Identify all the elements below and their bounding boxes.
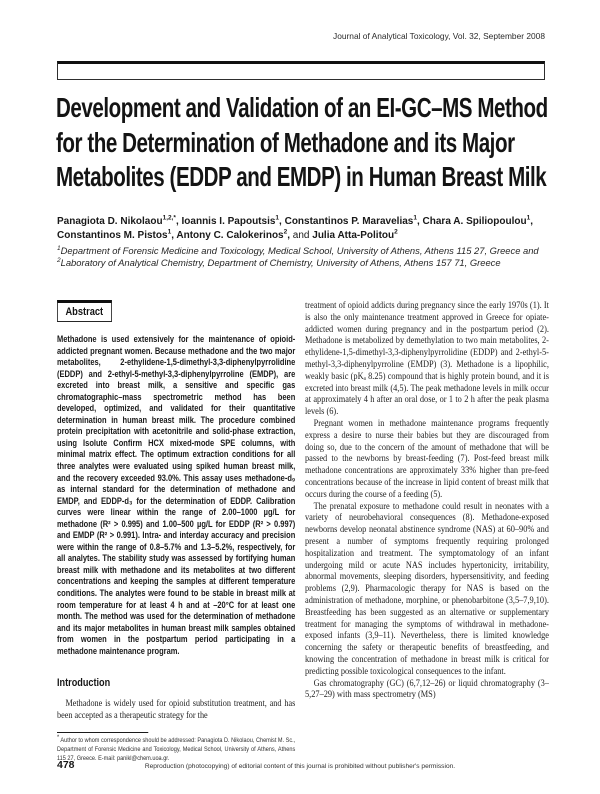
affiliation-line: $^2$Laboratory of Analytical Chemistry, Department of Chemistry, University of Athens, Athens 157 71, Greece [57, 256, 501, 268]
author-line: Constantinos M. Pistos$^1$, Antony C. Calokerinos$^2$, and Julia Atta-Politou$^2$ [57, 228, 398, 241]
authors-block [57, 215, 533, 242]
author-line: Panagiota D. Nikolaou$^{1,2,*}$, Ioannis I. Papoutsis$^1$, Constantinos P. Maravelias$^1$, Chara A. Spiliopoulou$^1$, [57, 214, 534, 227]
affiliation-line: $^1$Department of Forensic Medicine and Toxicology, Medical School, University of Athens, Athens 115 27, Greece and [57, 244, 539, 256]
abstract-text: Methadone is used extensively for the maintenance of opioid-addicted pregnant women. Because methadone and the two major metabolites, 2-ethylidene-1,5-dimethyl-3,3-diphenylpyrrolidine (EDDP) and 2-ethyl-5-methyl-3,3-diphenylpyrroline (EMDP), are excreted into breast milk, a sensitive and specific gas chromatographic–mass spectrometric method has been developed, optimized, and validated for their quantitative determination in human breast milk. The procedure combined protein precipitation with acetonitrile and solid-phase extraction, using Isolute Confirm HCX mixed-mode SPE columns, with minimal matrix effect. The optimum extraction conditions for all three analytes were evaluated using spiked human breast milk, and the recovery exceeded 93.0%. This assay uses methadone-d₉ as internal standard for the determination of methadone and EMDP, and EDDP-d₃ for the determination of EDDP. Calibration curves were linear within the range of 2.00–1000 µg/L for methadone (R² > 0.995) and 1.00–500 µg/L for EDDP (R² > 0.997) and EMDP (R² > 0.991). Intra- and interday accuracy and precision were within the range of 0.8–5.7% and 1.3–5.2%, respectively, for all analytes. The stability study was assessed by fortifying human breast milk with methadone and its metabolites at two different concentrations and keeping the samples at different temperature conditions. The analytes were found to be stable in breast milk at room temperature for at least 4 h and at –20°C for at least one month. The method was used for the determination of methadone and its major metabolites in human breast milk samples obtained from women in the postpartum period participating in a methadone maintenance program. [57, 334, 296, 656]
affiliations-block [57, 245, 539, 269]
body-paragraph: The prenatal exposure to methadone could result in neonates with a variety of neurobehavioral consequences (8). Methadone-exposed newborns develop neonatal abstinence syndrome (NAS) at 60–90% and present a number of symptoms frequently requiring prolonged hospitalization and treatment. The symptomatology of an infant undergoing mild or acute NAS includes hypertonicity, irritability, abnormal movements, sleeping disorders, hypersensitivity, and feeding problems (2,9). Pharmacologic therapy for NAS is based on the administration of methadone, morphine, or phenobarbitone (3,5–7,9,10). Breastfeeding has been suggested as an alternative or supplementary treatment for managing the symptoms of withdrawal in methadone-exposed infants (3,9–11). Nevertheless, there is limited knowledge concerning the safety or therapeutic benefits of breastfeeding, and knowing the concentration of methadone in breast milk is critical for predicting possible toxicological consequences to the infant. [305, 500, 549, 677]
body-paragraph: Gas chromatography (GC) (6,7,12–26) or liquid chromatography (3–5,27–29) with mass spectrometry (MS) [305, 677, 549, 701]
article-title [56, 91, 548, 195]
title-line: Metabolites (EDDP and EMDP) in Human Breast Milk [56, 161, 547, 192]
title-line: for the Determination of Methadone and its Major [56, 126, 515, 158]
page-number: 478 [57, 759, 75, 771]
journal-header-line: Journal of Analytical Toxicology, Vol. 32, September 2008 [333, 31, 545, 41]
header-bar [57, 61, 545, 80]
copyright-notice: Reproduction (photocopying) of editorial content of this journal is prohibited without publisher's permission. [144, 763, 456, 770]
left-column [57, 300, 295, 763]
abstract-heading: Abstract [65, 306, 104, 318]
footnote-text: * Author to whom correspondence should be addressed: Panagiota D. Nikolaou, Chemist M. Sc., Department of Forensic Medicine and Toxicology, Medical School, University of Athens, Athens 115 27, Greece. E-mail: panikl@chem.uoa.gr. [57, 733, 296, 762]
abstract-heading-box [57, 300, 112, 322]
title-line: Development and Validation of an EI-GC–MS Method [56, 92, 548, 123]
introduction-paragraph: Methadone is widely used for opioid substitution treatment, and has been accepted as a therapeutic strategy for the [57, 698, 296, 722]
introduction-heading: Introduction [57, 677, 111, 690]
body-paragraph: Pregnant women in methadone maintenance programs frequently express a desire to nurse their babies but they are discouraged from doing so, due to the concern of the amount of methadone that will be passed to the newborns by breast-feeding (7). Post-feed breast milk methadone concentrations are approximately 33% higher than pre-feed concentrations because of the increase in lipid content of breast milk that occurs during the course of a feeding (5). [305, 417, 549, 500]
footnote-rule [57, 732, 148, 733]
right-column [305, 300, 549, 701]
body-paragraph: treatment of opioid addicts during pregnancy since the early 1970s (1). It is also the only maintenance treatment approved in Greece for opiate-addicted women during pregnancy and in the postpartum period (2). Methadone is metabolized by demethylation to two main metabolites, 2-ethylidene-1,5-dimethyl-3,3-diphenylpyrrolidine (EDDP) and 2-ethyl-5-methyl-3,3-diphenylpyrroline (EMDP) (3). Methadone is a lipophilic, weakly basic (pKₐ 8.25) compound that is highly protein bound, and it is excreted into breast milk (4,5). The peak methadone levels in milk occur at approximately 4 h after an oral dose, or 1 to 2 h after the peak plasma levels (6). [305, 300, 549, 418]
